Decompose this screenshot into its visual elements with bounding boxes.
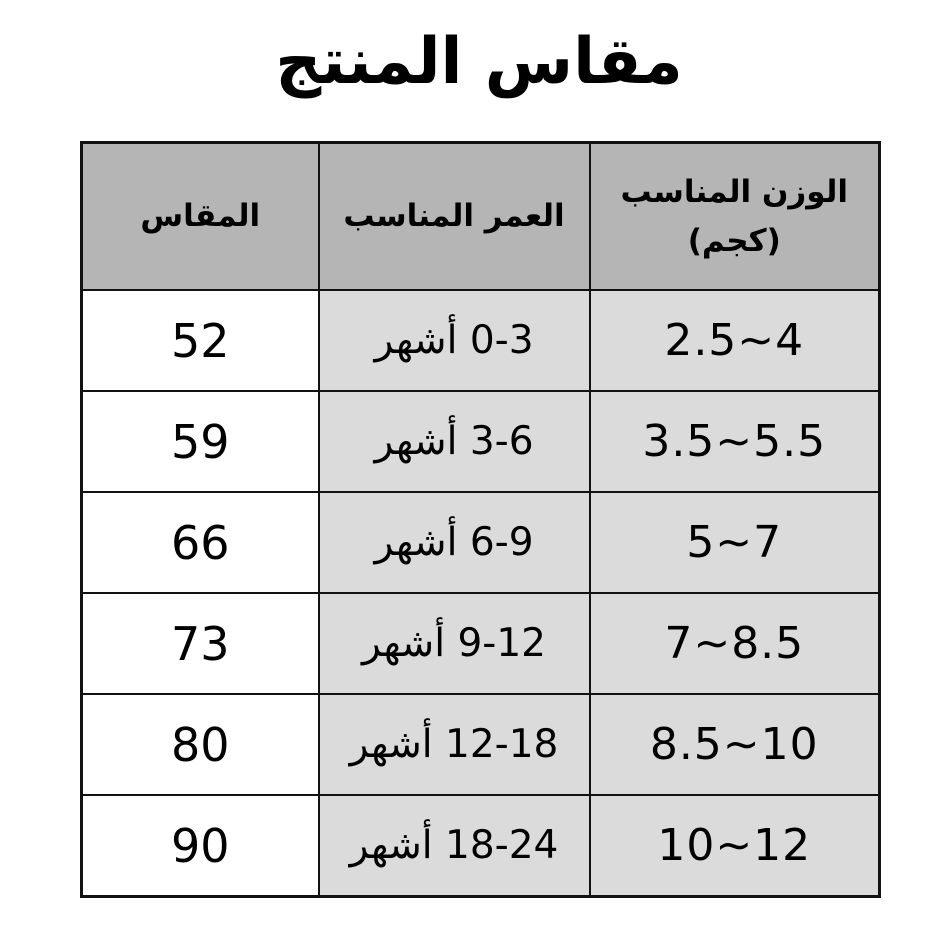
header-weight-label: الوزن المناسب [620, 174, 848, 211]
table-row [82, 290, 880, 391]
header-row [82, 143, 880, 291]
age-cell: 3-6 أشهر [319, 391, 590, 492]
table-row [82, 593, 880, 694]
age-cell: 6-9 أشهر [319, 492, 590, 593]
weight-cell: 8.5∼10 [590, 694, 880, 795]
size-chart-table [80, 141, 881, 898]
page-title: مقاس المنتج [275, 25, 683, 99]
table-row [82, 795, 880, 897]
header-weight-unit: (كجم) [687, 222, 781, 259]
weight-cell: 2.5∼4 [590, 290, 880, 391]
size-chart-body [82, 290, 880, 897]
header-weight [590, 143, 880, 291]
weight-cell: 5∼7 [590, 492, 880, 593]
size-cell: 59 [82, 391, 319, 492]
size-cell: 52 [82, 290, 319, 391]
size-cell: 73 [82, 593, 319, 694]
weight-cell: 7∼8.5 [590, 593, 880, 694]
title-area [80, 14, 878, 110]
header-age-label: العمر المناسب [343, 198, 565, 235]
header-size-label: المقاس [140, 198, 261, 235]
weight-cell: 3.5∼5.5 [590, 391, 880, 492]
size-cell: 80 [82, 694, 319, 795]
age-cell: 9-12 أشهر [319, 593, 590, 694]
header-size [82, 143, 319, 291]
age-cell: 12-18 أشهر [319, 694, 590, 795]
age-cell: 18-24 أشهر [319, 795, 590, 897]
table-row [82, 391, 880, 492]
size-cell: 90 [82, 795, 319, 897]
table-header [82, 143, 880, 291]
age-cell: 0-3 أشهر [319, 290, 590, 391]
table-row [82, 694, 880, 795]
header-age [319, 143, 590, 291]
size-cell: 66 [82, 492, 319, 593]
weight-cell: 10∼12 [590, 795, 880, 897]
table-row [82, 492, 880, 593]
